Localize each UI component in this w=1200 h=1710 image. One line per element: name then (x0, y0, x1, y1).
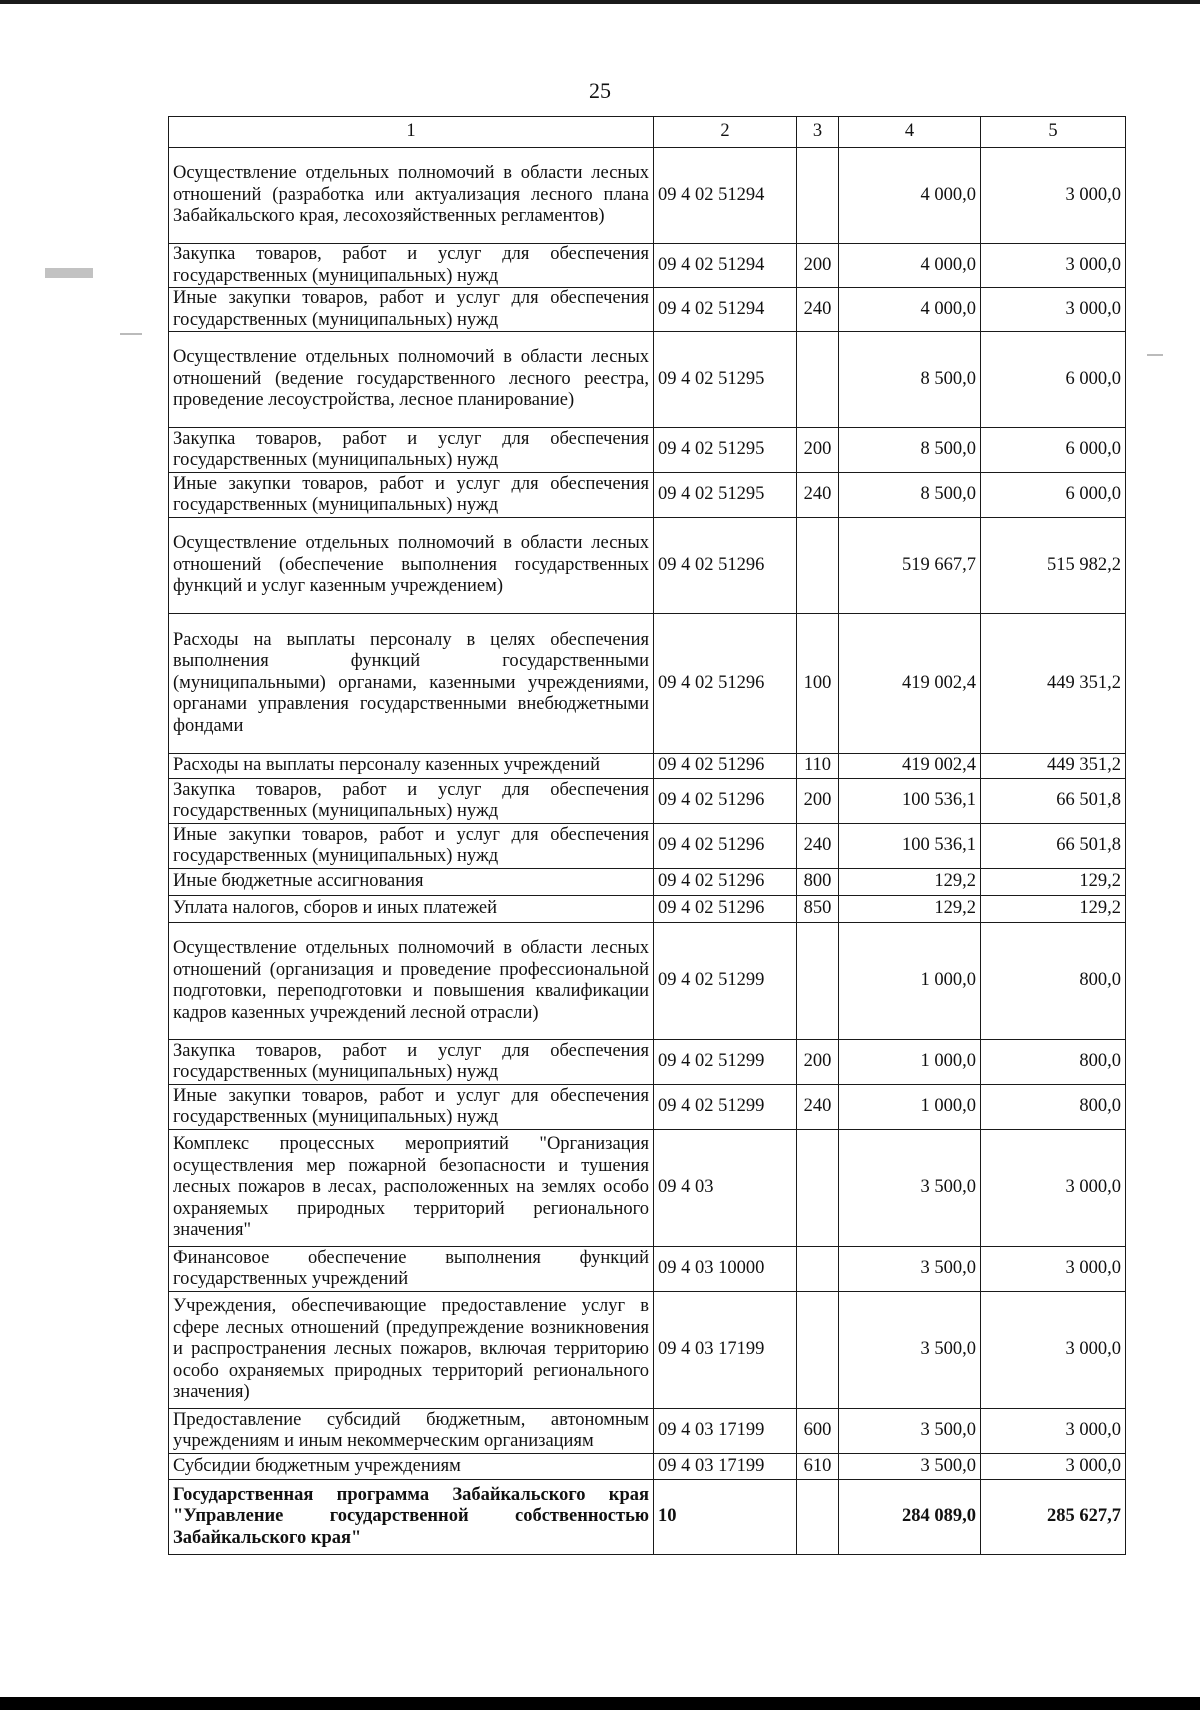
col-header-5: 5 (981, 117, 1126, 148)
row-value-4: 3 500,0 (839, 1454, 981, 1480)
scan-edge-top (0, 0, 1200, 4)
row-value-5: 449 351,2 (981, 614, 1126, 754)
row-value-4: 129,2 (839, 869, 981, 896)
row-code: 09 4 02 51294 (654, 288, 797, 332)
row-value-5: 66 501,8 (981, 779, 1126, 824)
scan-edge-bottom (0, 1697, 1200, 1710)
row-type: 610 (797, 1454, 839, 1480)
row-name: Осуществление отдельных полномочий в области лесных отношений (обеспечение выполнения государственных функций и услуг казенным учреждением) (169, 518, 654, 614)
table-row (169, 824, 1126, 869)
row-value-4: 8 500,0 (839, 332, 981, 428)
row-name: Расходы на выплаты персоналу казенных учреждений (169, 754, 654, 779)
row-value-4: 8 500,0 (839, 473, 981, 518)
row-code: 09 4 02 51295 (654, 332, 797, 428)
row-value-5: 3 000,0 (981, 1247, 1126, 1292)
row-code: 09 4 02 51294 (654, 148, 797, 244)
row-code: 09 4 02 51296 (654, 518, 797, 614)
row-code: 09 4 02 51295 (654, 428, 797, 473)
table-row (169, 1292, 1126, 1409)
col-header-1: 1 (169, 117, 654, 148)
row-name: Иные закупки товаров, работ и услуг для обеспечения государственных (муниципальных) нужд (169, 1085, 654, 1130)
row-value-4: 519 667,7 (839, 518, 981, 614)
table-header (169, 117, 1126, 148)
row-type: 240 (797, 473, 839, 518)
row-name: Комплекс процессных мероприятий "Организация осуществления мер пожарной безопасности и тушения лесных пожаров в лесах, расположенных на землях особо охраняемых природных территорий регионального значения" (169, 1130, 654, 1247)
scan-noise (1147, 354, 1163, 356)
row-value-5: 6 000,0 (981, 473, 1126, 518)
row-type (797, 518, 839, 614)
row-value-5: 3 000,0 (981, 1292, 1126, 1409)
table-row (169, 1409, 1126, 1454)
row-name: Осуществление отдельных полномочий в области лесных отношений (ведение государственного лесного реестра, проведение лесоустройства, лесное планирование) (169, 332, 654, 428)
row-name: Иные закупки товаров, работ и услуг для обеспечения государственных (муниципальных) нужд (169, 288, 654, 332)
row-name: Финансовое обеспечение выполнения функций государственных учреждений (169, 1247, 654, 1292)
row-value-4: 284 089,0 (839, 1480, 981, 1555)
row-name: Осуществление отдельных полномочий в области лесных отношений (организация и проведение профессиональной подготовки, переподготовки и повышения квалификации кадров казенных учреждений лесной отрасли) (169, 923, 654, 1040)
table-row (169, 779, 1126, 824)
row-type: 800 (797, 869, 839, 896)
row-code: 09 4 02 51296 (654, 754, 797, 779)
row-value-4: 419 002,4 (839, 754, 981, 779)
row-name: Уплата налогов, сборов и иных платежей (169, 896, 654, 923)
row-type (797, 1480, 839, 1555)
row-code: 09 4 03 17199 (654, 1454, 797, 1480)
table-row (169, 428, 1126, 473)
row-type (797, 923, 839, 1040)
table-row (169, 1040, 1126, 1085)
row-value-5: 129,2 (981, 869, 1126, 896)
col-header-3: 3 (797, 117, 839, 148)
row-code: 09 4 02 51299 (654, 1040, 797, 1085)
row-value-4: 3 500,0 (839, 1247, 981, 1292)
row-type: 200 (797, 244, 839, 288)
row-code: 09 4 03 17199 (654, 1409, 797, 1454)
row-code: 09 4 02 51299 (654, 923, 797, 1040)
table-row (169, 1454, 1126, 1480)
row-code: 09 4 02 51296 (654, 614, 797, 754)
row-value-5: 515 982,2 (981, 518, 1126, 614)
row-name: Закупка товаров, работ и услуг для обеспечения государственных (муниципальных) нужд (169, 428, 654, 473)
row-type (797, 148, 839, 244)
row-name: Субсидии бюджетным учреждениям (169, 1454, 654, 1480)
row-code: 09 4 02 51296 (654, 869, 797, 896)
table-row (169, 923, 1126, 1040)
row-type: 850 (797, 896, 839, 923)
row-type: 100 (797, 614, 839, 754)
row-name: Государственная программа Забайкальского края "Управление государственной собственностью Забайкальского края" (169, 1480, 654, 1555)
row-value-5: 449 351,2 (981, 754, 1126, 779)
row-value-5: 6 000,0 (981, 332, 1126, 428)
row-code: 09 4 03 10000 (654, 1247, 797, 1292)
row-name: Учреждения, обеспечивающие предоставление услуг в сфере лесных отношений (предупреждение возникновения и распространения лесных пожаров, включая территорию особо охраняемых природных территорий регионального значения) (169, 1292, 654, 1409)
row-name: Иные закупки товаров, работ и услуг для обеспечения государственных (муниципальных) нужд (169, 824, 654, 869)
row-value-5: 3 000,0 (981, 1454, 1126, 1480)
table-row (169, 1085, 1126, 1130)
row-type (797, 332, 839, 428)
row-value-5: 800,0 (981, 1085, 1126, 1130)
col-header-2: 2 (654, 117, 797, 148)
row-value-4: 3 500,0 (839, 1130, 981, 1247)
row-code: 09 4 02 51296 (654, 779, 797, 824)
row-name: Предоставление субсидий бюджетным, автономным учреждениям и иным некоммерческим организациям (169, 1409, 654, 1454)
row-name: Закупка товаров, работ и услуг для обеспечения государственных (муниципальных) нужд (169, 1040, 654, 1085)
row-value-4: 4 000,0 (839, 244, 981, 288)
row-code: 09 4 03 17199 (654, 1292, 797, 1409)
row-name: Иные закупки товаров, работ и услуг для обеспечения государственных (муниципальных) нужд (169, 473, 654, 518)
table-row (169, 518, 1126, 614)
row-type: 240 (797, 1085, 839, 1130)
table-row (169, 332, 1126, 428)
row-name: Расходы на выплаты персоналу в целях обеспечения выполнения функций государственными (муниципальными) органами, казенными учреждениями, органами управления государственными внебюджетными фондами (169, 614, 654, 754)
table-row (169, 1130, 1126, 1247)
row-type (797, 1247, 839, 1292)
row-value-5: 3 000,0 (981, 148, 1126, 244)
row-value-5: 3 000,0 (981, 1130, 1126, 1247)
row-value-4: 4 000,0 (839, 288, 981, 332)
row-type: 200 (797, 1040, 839, 1085)
table-row (169, 1247, 1126, 1292)
row-value-5: 6 000,0 (981, 428, 1126, 473)
row-type: 240 (797, 824, 839, 869)
scan-noise (45, 268, 93, 278)
table-body (169, 148, 1126, 1555)
row-value-4: 1 000,0 (839, 1040, 981, 1085)
row-name: Закупка товаров, работ и услуг для обеспечения государственных (муниципальных) нужд (169, 244, 654, 288)
row-type: 600 (797, 1409, 839, 1454)
row-type: 200 (797, 428, 839, 473)
table-row (169, 754, 1126, 779)
row-value-4: 4 000,0 (839, 148, 981, 244)
row-name: Иные бюджетные ассигнования (169, 869, 654, 896)
row-code: 10 (654, 1480, 797, 1555)
row-type (797, 1130, 839, 1247)
row-value-5: 66 501,8 (981, 824, 1126, 869)
row-value-4: 3 500,0 (839, 1292, 981, 1409)
row-value-5: 129,2 (981, 896, 1126, 923)
budget-table (168, 116, 1126, 1555)
row-code: 09 4 02 51299 (654, 1085, 797, 1130)
row-name: Закупка товаров, работ и услуг для обеспечения государственных (муниципальных) нужд (169, 779, 654, 824)
scan-noise (120, 333, 142, 335)
row-code: 09 4 03 (654, 1130, 797, 1247)
row-value-4: 100 536,1 (839, 779, 981, 824)
row-value-4: 419 002,4 (839, 614, 981, 754)
row-type: 110 (797, 754, 839, 779)
row-value-4: 8 500,0 (839, 428, 981, 473)
row-value-4: 100 536,1 (839, 824, 981, 869)
row-value-4: 1 000,0 (839, 1085, 981, 1130)
row-name: Осуществление отдельных полномочий в области лесных отношений (разработка или актуализация лесного плана Забайкальского края, лесохозяйственных регламентов) (169, 148, 654, 244)
table-row (169, 473, 1126, 518)
row-type: 200 (797, 779, 839, 824)
row-type (797, 1292, 839, 1409)
table-row (169, 288, 1126, 332)
row-code: 09 4 02 51295 (654, 473, 797, 518)
col-header-4: 4 (839, 117, 981, 148)
row-type: 240 (797, 288, 839, 332)
row-code: 09 4 02 51296 (654, 824, 797, 869)
row-value-5: 3 000,0 (981, 244, 1126, 288)
row-value-5: 800,0 (981, 923, 1126, 1040)
row-value-5: 800,0 (981, 1040, 1126, 1085)
row-code: 09 4 02 51294 (654, 244, 797, 288)
table-row (169, 1480, 1126, 1555)
row-value-4: 1 000,0 (839, 923, 981, 1040)
row-value-5: 3 000,0 (981, 1409, 1126, 1454)
table-row (169, 896, 1126, 923)
row-value-5: 3 000,0 (981, 288, 1126, 332)
table-row (169, 148, 1126, 244)
table-row (169, 244, 1126, 288)
row-value-5: 285 627,7 (981, 1480, 1126, 1555)
page-number: 25 (589, 78, 611, 103)
table-row (169, 869, 1126, 896)
row-value-4: 129,2 (839, 896, 981, 923)
row-code: 09 4 02 51296 (654, 896, 797, 923)
row-value-4: 3 500,0 (839, 1409, 981, 1454)
header-row (169, 117, 1126, 148)
table-row (169, 614, 1126, 754)
